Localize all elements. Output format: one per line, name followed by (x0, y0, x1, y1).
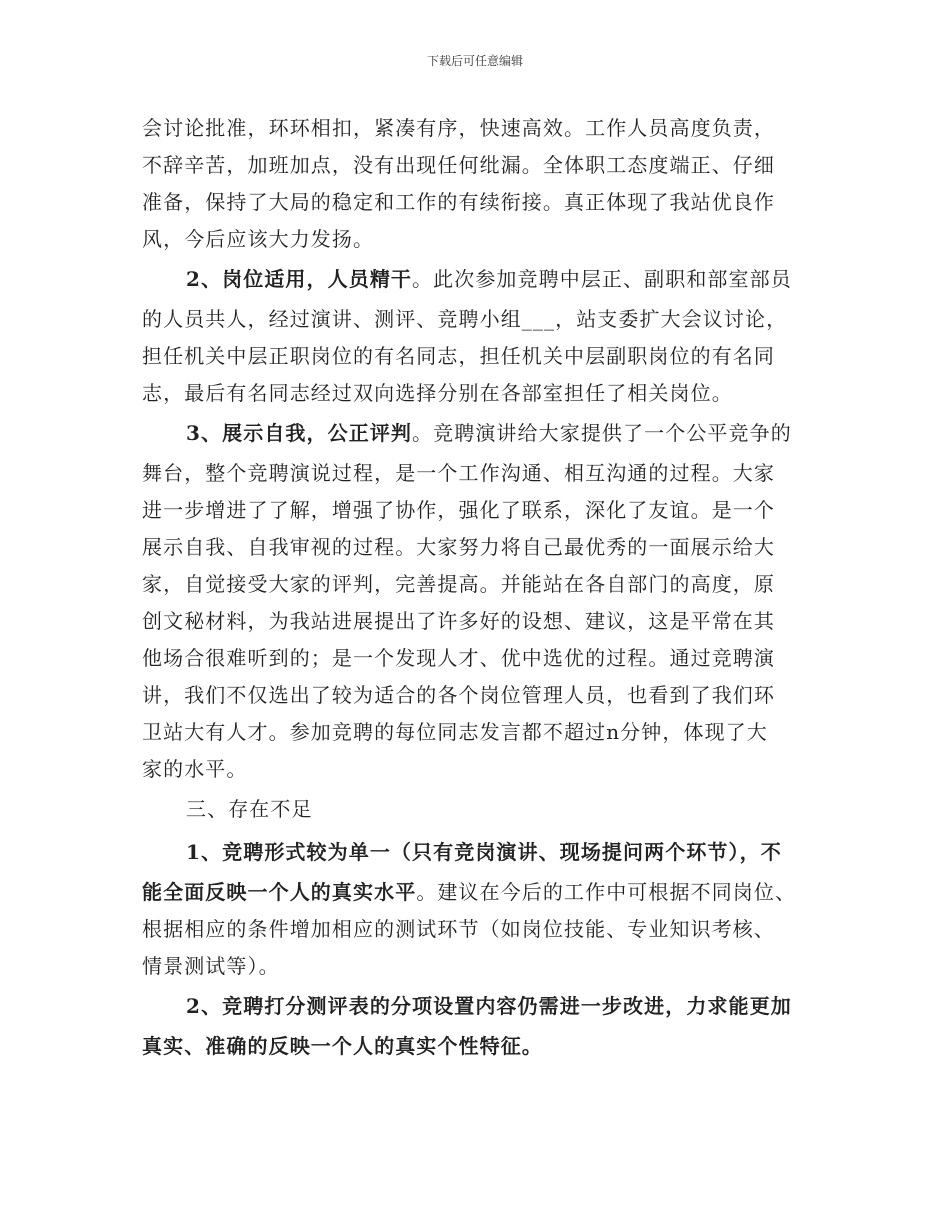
paragraph-line: 展示自我、自我审视的过程。大家努力将自己最优秀的一面展示给大 (142, 535, 775, 559)
section-heading: 三、存在不足 (186, 797, 313, 821)
document-body (142, 110, 814, 1065)
paragraph-text: 。此次参加竞聘中层正、副职和部室部员 (412, 267, 792, 291)
paragraph-first-line (142, 412, 814, 455)
paragraph-line: 准备，保持了大局的稳定和工作的有续衔接。真正体现了我站优良作 (142, 190, 775, 214)
paragraph-4 (142, 831, 814, 985)
paragraph-1 (142, 110, 814, 258)
paragraph-line: 家，自觉接受大家的评判，完善提高。并能站在各自部门的高度，原 (142, 572, 775, 596)
paragraph-3 (142, 412, 814, 788)
paragraph-line: 担任机关中层正职岗位的有名同志，担任机关中层副职岗位的有名同 (142, 344, 775, 368)
paragraph-line: 情景测试等）。 (142, 954, 280, 978)
page-header: 下载后可任意编辑 (426, 54, 523, 68)
paragraph-line: 卫站大有人才。参加竞聘的每位同志发言都不超过n分钟，体现了大 (142, 720, 768, 744)
paragraph-line: 的人员共人，经过演讲、测评、竞聘小组___，站支委扩大会议讨论， (142, 307, 788, 331)
paragraph-bold-line: 1、竞聘形式较为单一（只有竞岗演讲、现场提问两个环节），不 (186, 840, 782, 864)
paragraph-bold-line: 2、竞聘打分测评表的分项设置内容仍需进一步改进，力求能更加 (186, 994, 792, 1018)
paragraph-2 (142, 258, 814, 412)
paragraph-line: 风，今后应该大力发扬。 (142, 227, 375, 251)
paragraph-line: 家的水平。 (142, 757, 248, 781)
paragraph-line: 讲，我们不仅选出了较为适合的各个岗位管理人员，也看到了我们环 (142, 683, 775, 707)
paragraph-line: 会讨论批准，环环相扣，紧凑有序，快速高效。工作人员高度负责， (142, 116, 775, 140)
paragraph-line: 创文秘材料，为我站进展提出了许多好的设想、建议，这是平常在其 (142, 609, 775, 633)
paragraph-text: 。竞聘演讲给大家提供了一个公平竞争的 (412, 421, 792, 445)
paragraph-line: 他场合很难听到的；是一个发现人才、优中选优的过程。通过竞聘演 (142, 646, 775, 670)
paragraph-line: 根据相应的条件增加相应的测试环节（如岗位技能、专业知识考核、 (142, 917, 775, 941)
paragraph-line: 舞台，整个竞聘演说过程，是一个工作沟通、相互沟通的过程。大家 (142, 461, 775, 485)
paragraph-mixed-line (142, 874, 814, 911)
paragraph-heading: 3、展示自我，公正评判 (186, 421, 413, 445)
paragraph-line: 进一步增进了了解，增强了协作，强化了联系，深化了友谊。是一个 (142, 498, 775, 522)
paragraph-bold-text: 能全面反映一个人的真实水平 (142, 880, 417, 904)
paragraph-line: 志，最后有名同志经过双向选择分别在各部室担任了相关岗位。 (142, 381, 733, 405)
paragraph-bold-line: 真实、准确的反映一个人的真实个性特征。 (142, 1034, 543, 1058)
paragraph-line: 不辞辛苦，加班加点，没有出现任何纰漏。全体职工态度端正、仔细 (142, 153, 775, 177)
paragraph-text: 。建议在今后的工作中可根据不同岗位、 (416, 880, 797, 904)
paragraph-heading: 2、岗位适用，人员精干 (186, 267, 413, 291)
paragraph-first-line (142, 258, 814, 301)
paragraph-5 (142, 985, 814, 1065)
